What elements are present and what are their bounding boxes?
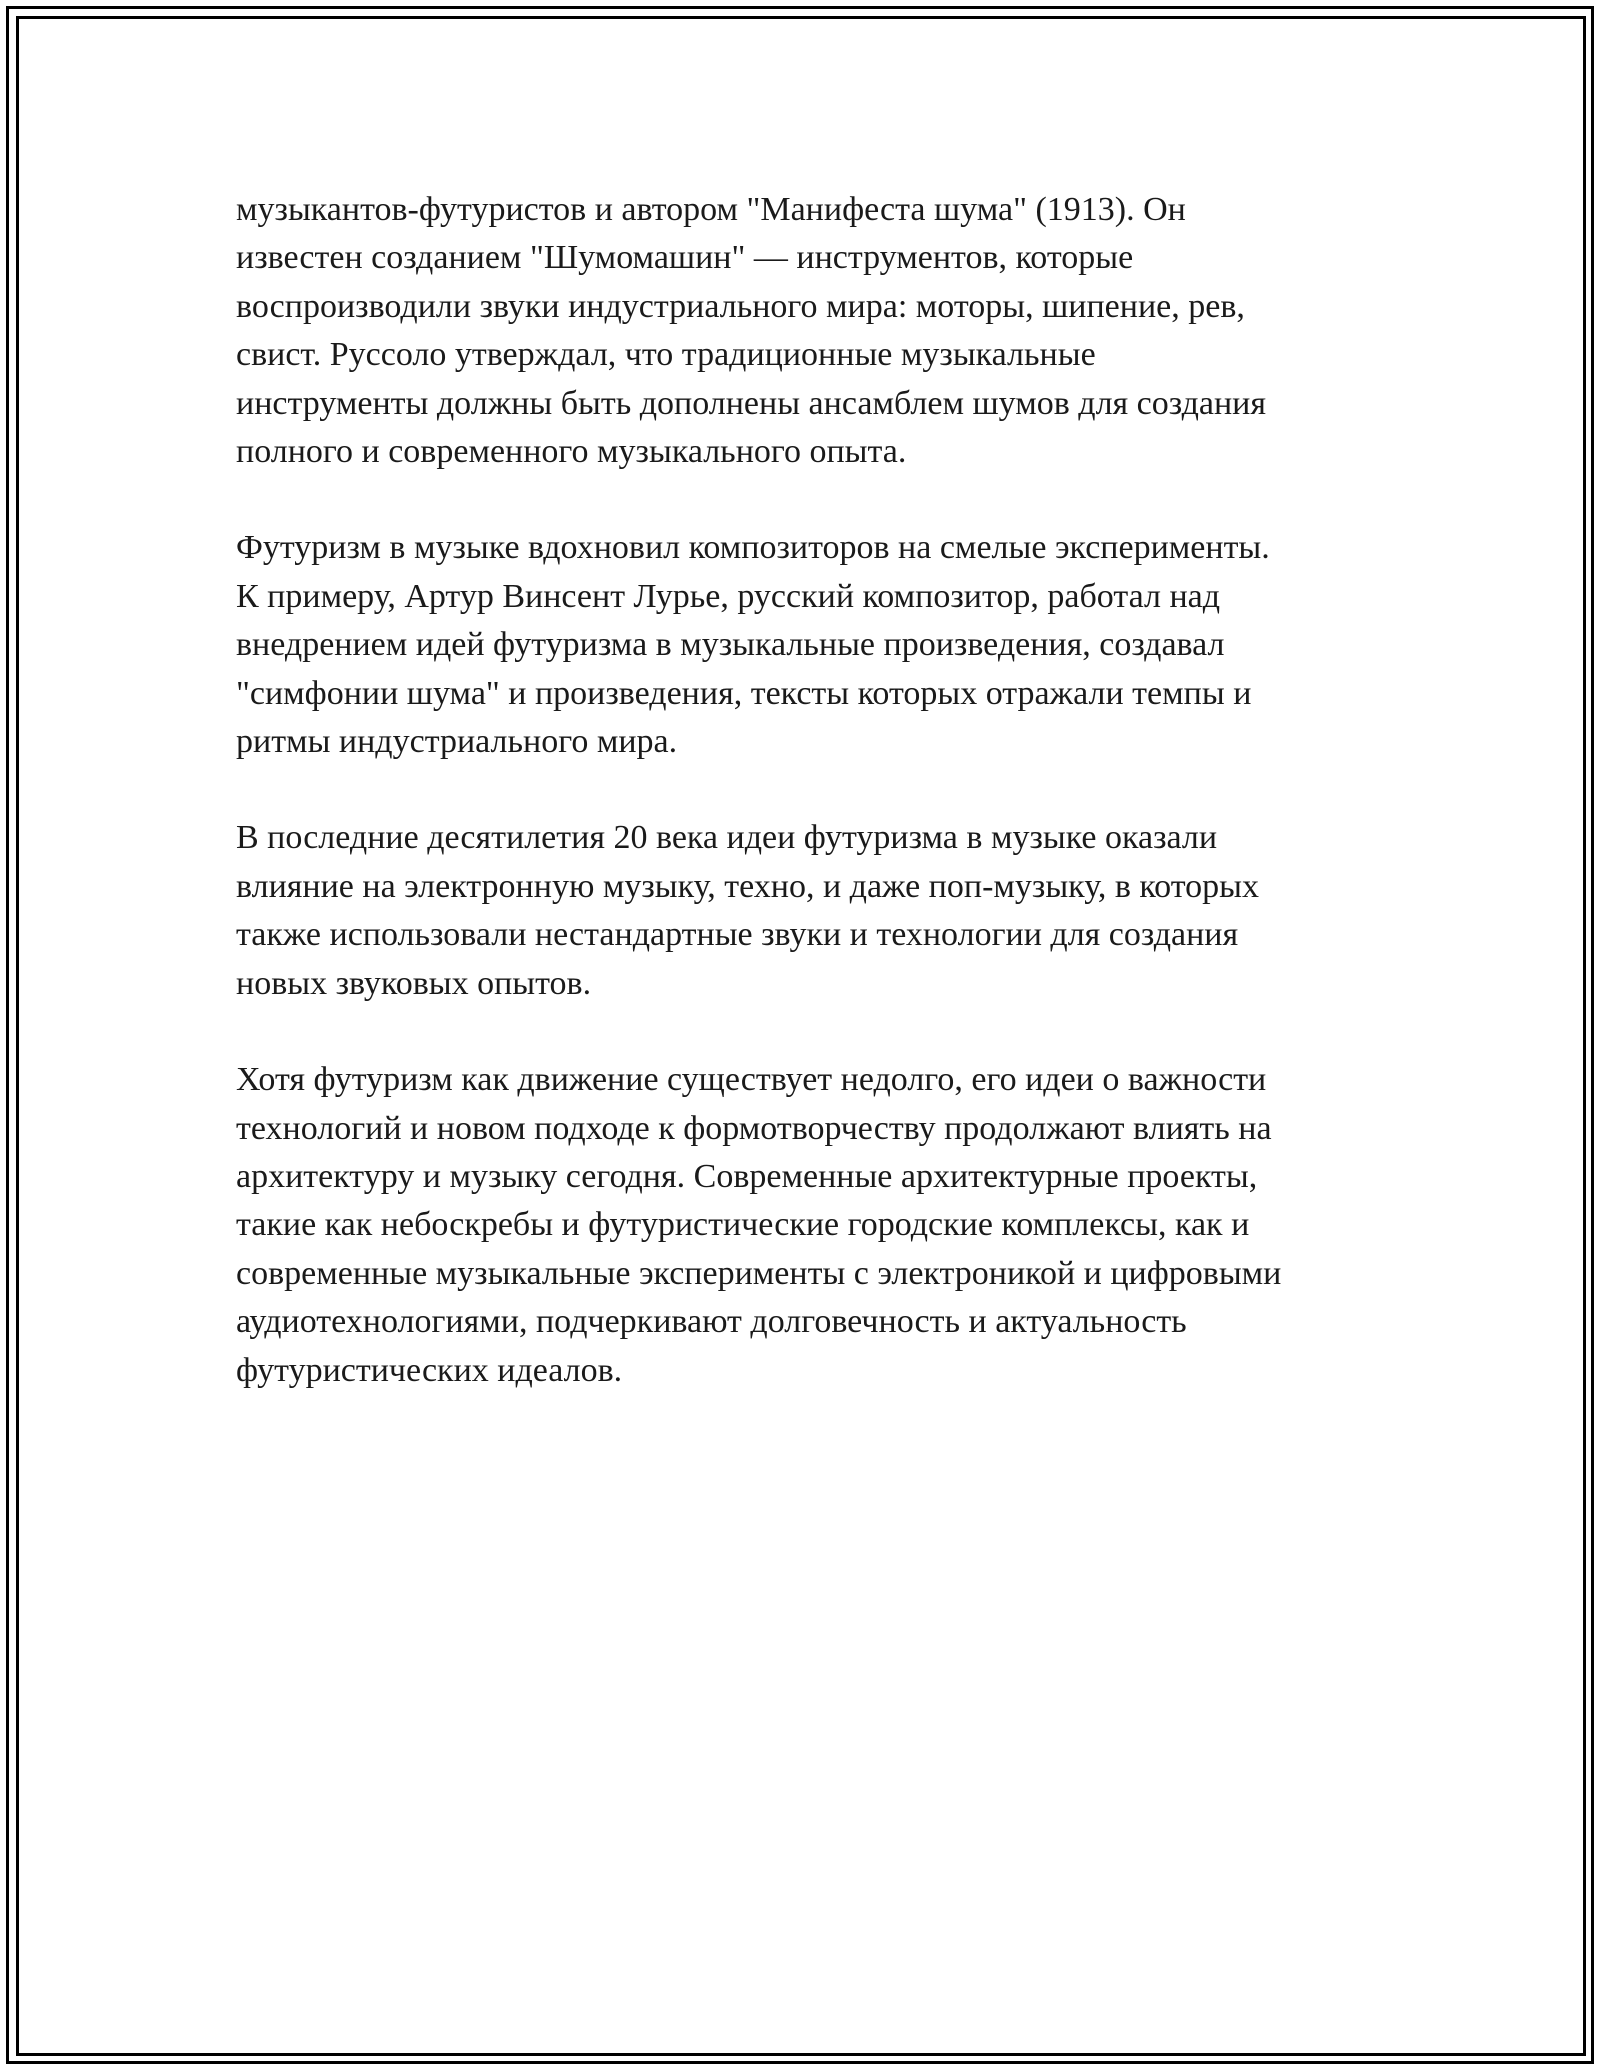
paragraph-legacy: Хотя футуризм как движение существует недолго, его идеи о важности технологий и новом подходе к формотворчеству продолжают влиять на архитектуру и музыку сегодня. Современные архитектурные проекты, такие как небоскребы и футуристические городские комплексы, как и современные музыкальные эксперименты с электроникой и цифровыми аудиотехнологиями, подчеркивают долговечность и актуальность футуристических идеалов. (236, 1061, 1282, 1389)
paragraph-lourie: Футуризм в музыке вдохновил композиторов на смелые эксперименты. К примеру, Артур Винсент Лурье, русский композитор, работал над внедрением идей футуризма в музыкальные произведения, создавал "симфонии шума" и произведения, тексты которых отражали темпы и ритмы индустриального мира. (236, 529, 1270, 761)
paragraph-late-20th-century: В последние десятилетия 20 века идеи футуризма в музыке оказали влияние на электронную музыку, техно, и даже поп-музыку, в которых также использовали нестандартные звуки и технологии для создания новых звуковых опытов. (236, 819, 1259, 1002)
document-body (236, 186, 1376, 1443)
paragraph-russolo: музыкантов-футуристов и автором "Манифеста шума" (1913). Он известен созданием "Шумомашин" — инструментов, которые воспроизводили звуки индустриального мира: моторы, шипение, рев, свист. Руссоло утверждал, что традиционные музыкальные инструменты должны быть дополнены ансамблем шумов для создания полного и современного музыкального опыта. (236, 191, 1267, 471)
